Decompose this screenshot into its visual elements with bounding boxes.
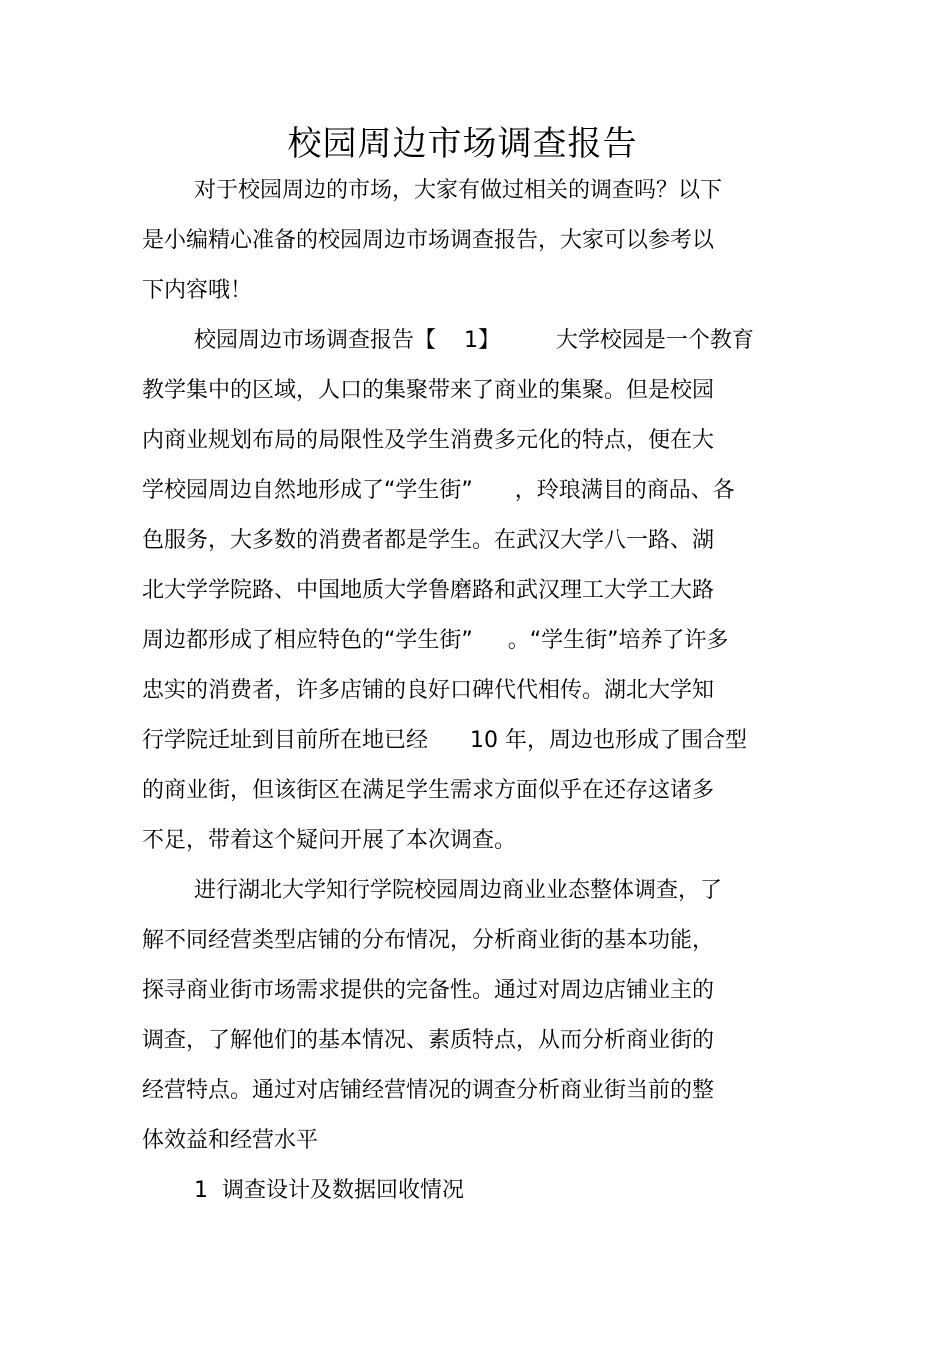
text-line: 下内容哦！ (142, 278, 253, 303)
text-line: 校园周边市场调查报告【 1】 大学校园是一个教育 (194, 328, 754, 353)
text-line: 教学集中的区域，人口的集聚带来了商业的集聚。但是校园 (142, 378, 715, 403)
section-heading: 1 调查设计及数据回收情况 (194, 1178, 464, 1203)
text-line: 体效益和经营水平 (142, 1128, 319, 1153)
text-line: 经营特点。通过对店铺经营情况的调查分析商业街当前的整 (142, 1078, 715, 1103)
text-line: 色服务，大多数的消费者都是学生。在武汉大学八一路、湖 (142, 528, 715, 553)
text-line: 内商业规划布局的局限性及学生消费多元化的特点，便在大 (142, 428, 715, 453)
text-line: 解不同经营类型店铺的分布情况，分析商业街的基本功能， (142, 928, 715, 953)
text-line: 的商业街，但该街区在满足学生需求方面似乎在还存这诸多 (142, 778, 715, 803)
text-line: 调查，了解他们的基本情况、素质特点，从而分析商业街的 (142, 1028, 715, 1053)
text-line: 学校园周边自然地形成了“学生街” ，玲琅满目的商品、各 (142, 478, 735, 503)
text-line: 行学院迁址到目前所在地已经 10 年，周边也形成了围合型 (142, 728, 747, 753)
document-title: 校园周边市场调查报告 (287, 124, 638, 164)
text-line: 周边都形成了相应特色的“学生街” 。“学生街”培养了许多 (142, 628, 729, 653)
text-line: 对于校园周边的市场，大家有做过相关的调查吗？以下 (194, 178, 723, 203)
text-line: 北大学学院路、中国地质大学鲁磨路和武汉理工大学工大路 (142, 578, 715, 603)
text-line: 进行湖北大学知行学院校园周边商业业态整体调查，了 (194, 878, 723, 903)
text-line: 忠实的消费者，许多店铺的良好口碑代代相传。湖北大学知 (142, 678, 715, 703)
text-line: 探寻商业街市场需求提供的完备性。通过对周边店铺业主的 (142, 978, 715, 1003)
text-line: 是小编精心准备的校园周边市场调查报告，大家可以参考以 (142, 228, 715, 253)
text-line: 不足，带着这个疑问开展了本次调查。 (142, 828, 517, 853)
